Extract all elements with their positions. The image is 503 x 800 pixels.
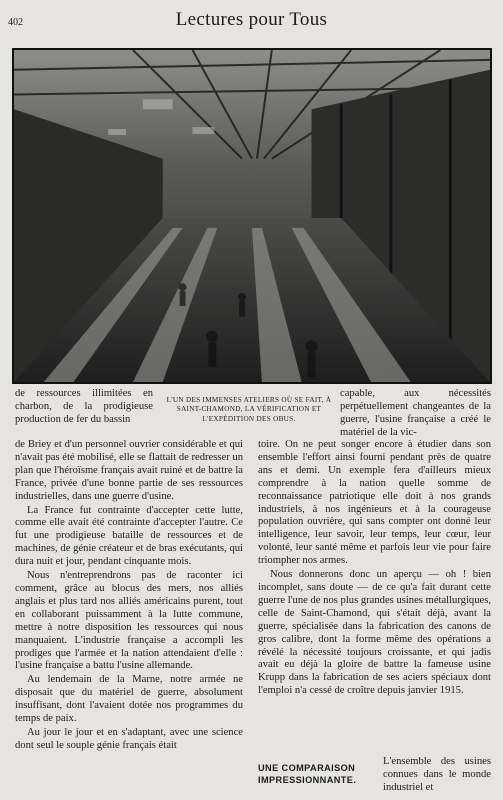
- paragraph: Nous donnerons donc un aperçu — oh ! bien incomplet, sans doute — de ce qu'a fait durant cette guerre l'une de nos plus grandes usines métallurgiques, celle de Saint-Chamond, qui s'était déjà, avant la guerre, spécialisée dans la fabrication des canons de gros calibre, dont la forme même des opérations a révélé la nécessité toujours croissante, et qui jadis avait eu déjà la gloire de battre la fameuse usine Krupp dans la fabrication de ses aciers spéciaux dont l'emploi n'a cessé de croître depuis janvier 1915.: [258, 569, 491, 697]
- paragraph: Au jour le jour et en s'adaptant, avec une science dont seul le souple génie français était: [15, 726, 243, 751]
- page-number: 402: [8, 17, 23, 28]
- left-column-top: [15, 388, 153, 428]
- paragraph: de Briey et d'un personnel ouvrier considérable et qui n'avait pas été mobilisé, elle se flattait de redresser un plan que l'héroïsme français avait ruiné et de battre la France, privée d'une bonne partie de ses ressources industrielles, dans une guerre d'usine.: [15, 439, 243, 502]
- paragraph: capable, aux nécessités perpétuellement changeantes de la guerre, l'usine française a créé le matériel de la vic-: [340, 388, 491, 438]
- right-column: [258, 439, 491, 699]
- running-title: Lectures pour Tous: [175, 9, 328, 30]
- paragraph: Au lendemain de la Marne, notre armée ne disposait que du matériel de guerre, absolument insuffisant, dont l'avaient dotée nos programmes du temps de paix.: [15, 674, 243, 725]
- photo-caption: L'UN DES IMMENSES ATELIERS OÙ SE FAIT, À SAINT-CHAMOND, LA VÉRIFICATION ET L'EXPÉDITION DES OBUS.: [166, 396, 332, 423]
- left-column: [15, 439, 243, 754]
- paragraph: toire. On ne peut songer encore à étudier dans son ensemble l'effort ainsi fourni pendant près de quatre ans et demi. Un exemple fera d'ailleurs mieux comprendre à la nation quelle somme de reconnaissance patriotique elle doit à nos grands industriels, à nos ingénieurs et à la courageuse population ouvrière, qui sans compter ont donné leur intelligence, leur savoir, leur temps, leur cœur, leur volonté, leur santé même et parfois leur vie pour faire triompher nos armes.: [258, 439, 491, 567]
- paragraph: de ressources illimitées en charbon, de la prodigieuse production de fer du bassin: [15, 388, 153, 425]
- section-heading: UNE COMPARAISON IMPRESSIONNANTE.: [258, 763, 357, 785]
- factory-photograph: [12, 48, 492, 384]
- paragraph: La France fut contrainte d'accepter cette lutte, comme elle avait été contrainte d'accepter l'autre. Ce fut une prodigieuse bataille de ressources et de machines, de génie créateur et de bras exécutants, qui dura nuit et jour, pendant cinquante mois.: [15, 504, 243, 568]
- paragraph: Nous n'entreprendrons pas de raconter ici comment, grâce au blocus des mers, nos alliés anglais et plus tard nos alliés américains purent, tout en collaborant puissamment à la lutte commune, mettre à notre disposition les ressources qui nous manquaient. L'industrie française a accompli les prodiges que l'armée et la nation attendaient d'elle : l'usine française a battu l'usine allemande.: [15, 570, 243, 672]
- right-column-tail: L'ensemble des usines connues dans le monde industriel et: [383, 756, 491, 793]
- right-column-top: [340, 388, 491, 441]
- factory-photograph-icon: [14, 50, 490, 382]
